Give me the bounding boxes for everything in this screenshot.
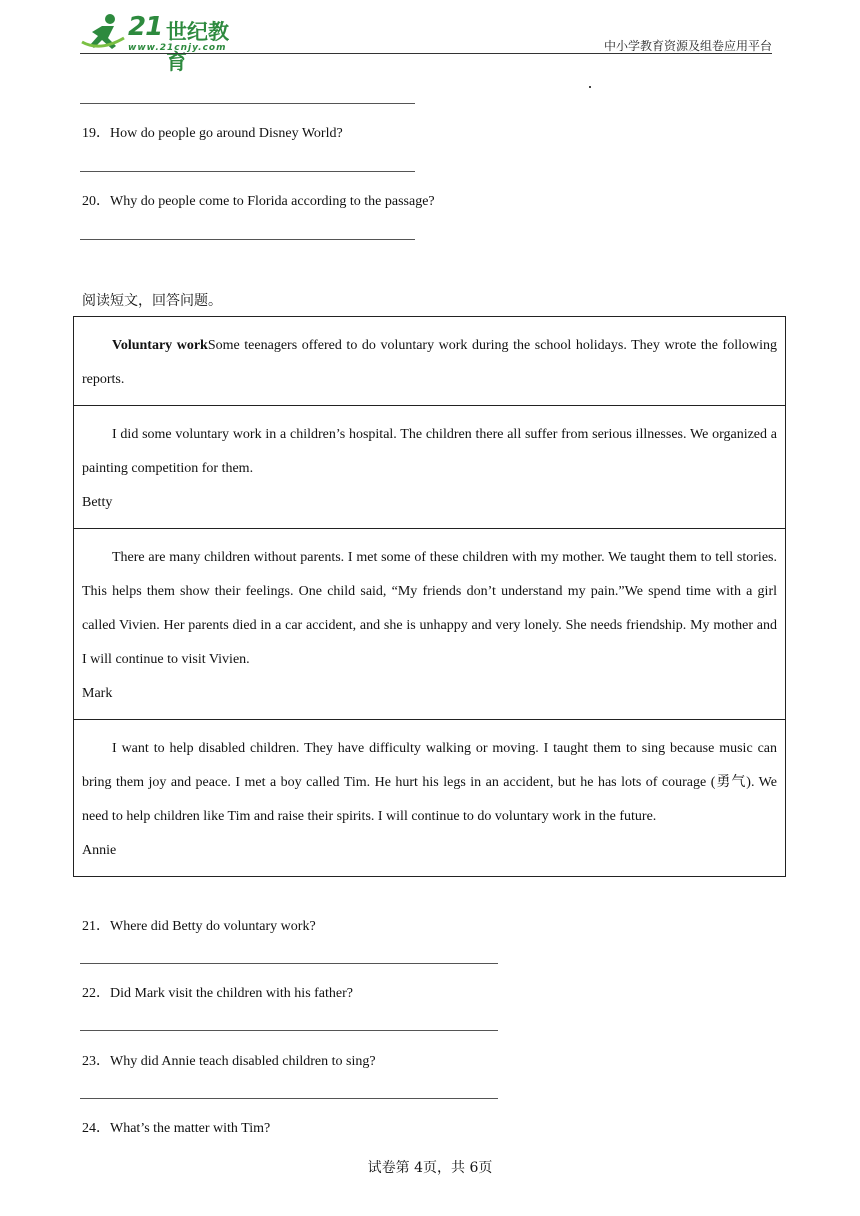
logo-text: 世纪教育 [166,20,229,74]
site-logo [80,12,240,74]
report-author: Mark [82,686,113,701]
question-20: 20．Why do people come to Florida according to the passage? [82,194,435,209]
passage-title: Voluntary work [112,338,208,353]
section-instruction: 阅读短文，回答问题。 [82,293,222,309]
question-23: 23．Why did Annie teach disabled children to sing? [82,1054,376,1069]
question-22: 22．Did Mark visit the children with his father? [82,986,353,1001]
stray-mark [589,86,591,88]
report-cell-annie [74,720,785,876]
answer-line[interactable] [80,963,498,964]
page-footer: 试卷第 4页，共 6页 [367,1160,493,1176]
question-24: 24．What’s the matter with Tim? [82,1121,271,1136]
report-text: There are many children without parents. I met some of these children with my mother. We taught them to tell stories. This helps them show their feelings. One child said, “My friends don’t understand my pain.”We spend time with a girl called Vivien. Her parents died in a car accident, and she is unhappy and very lonely. She needs friendship. My mother and I will continue to visit Vivien. [82,550,777,667]
answer-line[interactable] [80,171,415,172]
passage-intro: Some teenagers offered to do voluntary work during the school holidays. They wrote the following reports. [82,338,777,387]
passage-intro-cell [74,317,785,406]
report-author: Betty [82,495,113,510]
report-text: I want to help disabled children. They have difficulty walking or moving. I taught them to sing because music can bring them joy and peace. I met a boy called Tim. He hurt his legs in an accident, but he has lots of courage (勇气). We need to help children like Tim and raise their spirits. I will continue to do voluntary work in the future. [82,741,777,824]
question-19: 19．How do people go around Disney World? [82,126,343,141]
answer-line[interactable] [80,1098,498,1099]
report-cell-mark [74,529,785,720]
answer-line[interactable] [80,239,415,240]
report-cell-betty [74,406,785,529]
answer-line[interactable] [80,103,415,104]
runner-icon [80,12,128,52]
passage-table [73,316,786,877]
report-text: I did some voluntary work in a children’s hospital. The children there all suffer from serious illnesses. We organized a painting competition for them. [82,427,777,476]
report-author: Annie [82,843,117,858]
logo-number: 21 [128,12,163,42]
site-name: 中小学教育资源及组卷应用平台 [603,39,772,53]
logo-url: www.21cnjy.com [128,43,227,53]
header-divider [80,53,772,54]
question-21: 21．Where did Betty do voluntary work? [82,919,316,934]
answer-line[interactable] [80,1030,498,1031]
